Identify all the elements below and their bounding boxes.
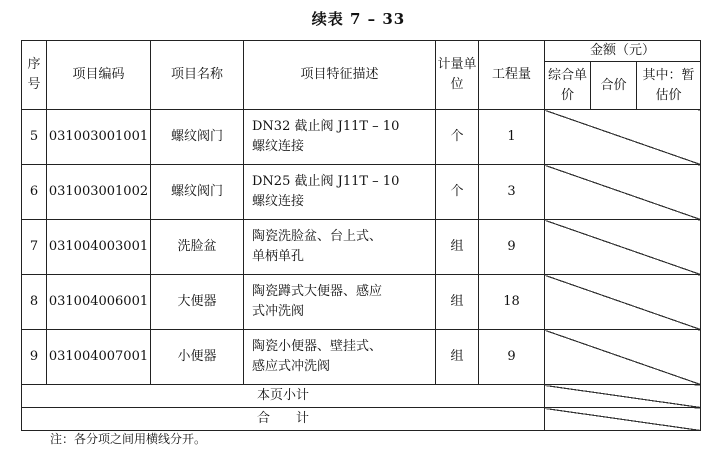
cell-name: 小便器: [151, 330, 244, 385]
amount-diagonal-cell: [545, 275, 701, 330]
desc-line-1: 陶瓷蹲式大便器、感应: [252, 284, 383, 299]
cell-seq: 8: [22, 275, 47, 330]
table-row: [22, 110, 701, 165]
cell-qty: 9: [479, 330, 545, 385]
cell-qty: 1: [479, 110, 545, 165]
header-desc: 项目特征描述: [244, 41, 436, 110]
desc-line-2: 感应式冲洗阀: [252, 359, 331, 374]
table-row: [22, 330, 701, 385]
amount-diagonal-cell: [545, 110, 701, 165]
header-code: 项目编码: [47, 41, 151, 110]
cell-name: 螺纹阀门: [151, 165, 244, 220]
cell-desc: [244, 330, 436, 385]
cell-code: 031004003001: [47, 220, 151, 275]
cell-desc: [244, 165, 436, 220]
amount-diagonal-cell: [545, 330, 701, 385]
cell-desc: [244, 275, 436, 330]
header-unit: 计量单位: [436, 41, 479, 110]
cell-code: 031004007001: [47, 330, 151, 385]
cell-name: 螺纹阀门: [151, 110, 244, 165]
subtotal-diagonal-cell: [545, 385, 701, 408]
cell-unit: 个: [436, 110, 479, 165]
total-label: 合 计: [22, 408, 545, 431]
desc-line-1: 陶瓷小便器、壁挂式、: [252, 339, 383, 354]
desc-line-2: 式冲洗阀: [252, 304, 305, 319]
cell-qty: 3: [479, 165, 545, 220]
cell-unit: 个: [436, 165, 479, 220]
table-row: [22, 220, 701, 275]
subtotal-label: 本页小计: [22, 385, 545, 408]
cell-seq: 7: [22, 220, 47, 275]
desc-line-1: 陶瓷洗脸盆、台上式、: [252, 229, 383, 244]
header-name: 项目名称: [151, 41, 244, 110]
cell-code: 031003001002: [47, 165, 151, 220]
cell-unit: 组: [436, 330, 479, 385]
header-qty: 工程量: [479, 41, 545, 110]
desc-line-2: 螺纹连接: [252, 139, 305, 154]
cell-name: 大便器: [151, 275, 244, 330]
total-diagonal-cell: [545, 408, 701, 431]
cell-code: 031004006001: [47, 275, 151, 330]
total-row: [22, 408, 701, 431]
footnote: 注：各分项之间用横线分开。: [50, 432, 207, 446]
cell-desc: [244, 220, 436, 275]
header-amount: 金额（元）: [545, 41, 701, 62]
subtotal-row: [22, 385, 701, 408]
cell-desc: [244, 110, 436, 165]
desc-line-1: DN32 截止阀 J11T – 10: [252, 119, 400, 134]
desc-line-1: DN25 截止阀 J11T – 10: [252, 174, 400, 189]
cell-name: 洗脸盆: [151, 220, 244, 275]
amount-diagonal-cell: [545, 165, 701, 220]
header-unit-price: 综合单价: [545, 62, 591, 110]
cell-qty: 18: [479, 275, 545, 330]
cell-qty: 9: [479, 220, 545, 275]
bill-of-quantities-table: [21, 40, 701, 431]
desc-line-2: 螺纹连接: [252, 194, 305, 209]
cell-unit: 组: [436, 220, 479, 275]
table-row: [22, 165, 701, 220]
cell-unit: 组: [436, 275, 479, 330]
header-seq: 序号: [22, 41, 47, 110]
cell-seq: 6: [22, 165, 47, 220]
desc-line-2: 单柄单孔: [252, 249, 305, 264]
cell-seq: 5: [22, 110, 47, 165]
cell-code: 031003001001: [47, 110, 151, 165]
table-row: [22, 275, 701, 330]
cell-seq: 9: [22, 330, 47, 385]
table-title: 续表 7 – 33: [311, 10, 406, 28]
header-total: 合价: [591, 62, 637, 110]
amount-diagonal-cell: [545, 220, 701, 275]
header-estimate: 其中：暂估价: [637, 62, 701, 110]
